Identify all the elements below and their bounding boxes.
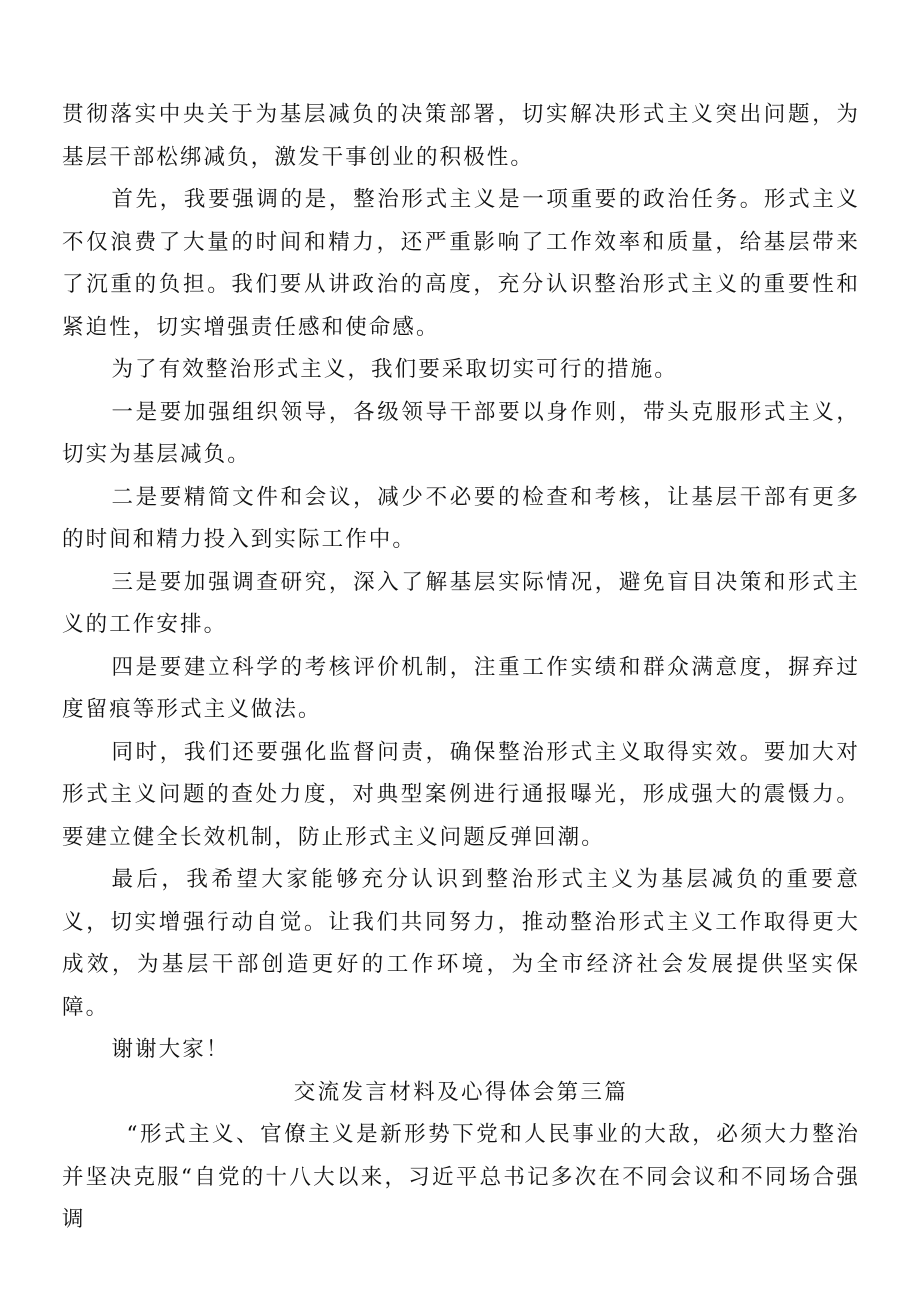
paragraph-conclusion: 最后，我希望大家能够充分认识到整治形式主义为基层减负的重要意义，切实增强行动自觉。让我们共同努力，推动整治形式主义工作取得更大成效，为基层干部创造更好的工作环境，为全市经济社会发展提供坚实保障。 xyxy=(62,867,860,1020)
paragraph-measures-intro: 为了有效整治形式主义，我们要采取切实可行的措施。 xyxy=(111,357,678,382)
paragraph-thanks: 谢谢大家！ xyxy=(111,1037,230,1062)
paragraph-continuation: 贯彻落实中央关于为基层减负的决策部署，切实解决形式主义突出问题，为基层干部松绑减负，激发干事创业的积极性。 xyxy=(62,102,860,170)
paragraph-measure-one: 一是要加强组织领导，各级领导干部要以身作则，带头克服形式主义，切实为基层减负。 xyxy=(62,399,860,467)
paragraph-measure-three: 三是要加强调查研究，深入了解基层实际情况，避免盲目决策和形式主义的工作安排。 xyxy=(62,569,860,637)
paragraph-supervision: 同时，我们还要强化监督问责，确保整治形式主义取得实效。要加大对形式主义问题的查处力度，对典型案例进行通报曝光，形成强大的震慑力。要建立健全长效机制，防止形式主义问题反弹回潮。 xyxy=(62,739,860,850)
paragraph-measure-four: 四是要建立科学的考核评价机制，注重工作实绩和群众满意度，摒弃过度留痕等形式主义做法。 xyxy=(62,654,860,722)
document-body xyxy=(62,94,860,1242)
paragraph-quote-opening: “形式主义、官僚主义是新形势下党和人民事业的大敌，必须大力整治并坚决克服“自党的十八大以来，习近平总书记多次在不同会议和不同场合强调 xyxy=(62,1122,860,1232)
paragraph-first-point: 首先，我要强调的是，整治形式主义是一项重要的政治任务。形式主义不仅浪费了大量的时间和精力，还严重影响了工作效率和质量，给基层带来了沉重的负担。我们要从讲政治的高度，充分认识整治形式主义的重要性和紧迫性，切实增强责任感和使命感。 xyxy=(62,187,860,340)
section-title: 交流发言材料及心得体会第三篇 xyxy=(293,1079,629,1105)
paragraph-measure-two: 二是要精简文件和会议，减少不必要的检查和考核，让基层干部有更多的时间和精力投入到实际工作中。 xyxy=(62,484,860,552)
